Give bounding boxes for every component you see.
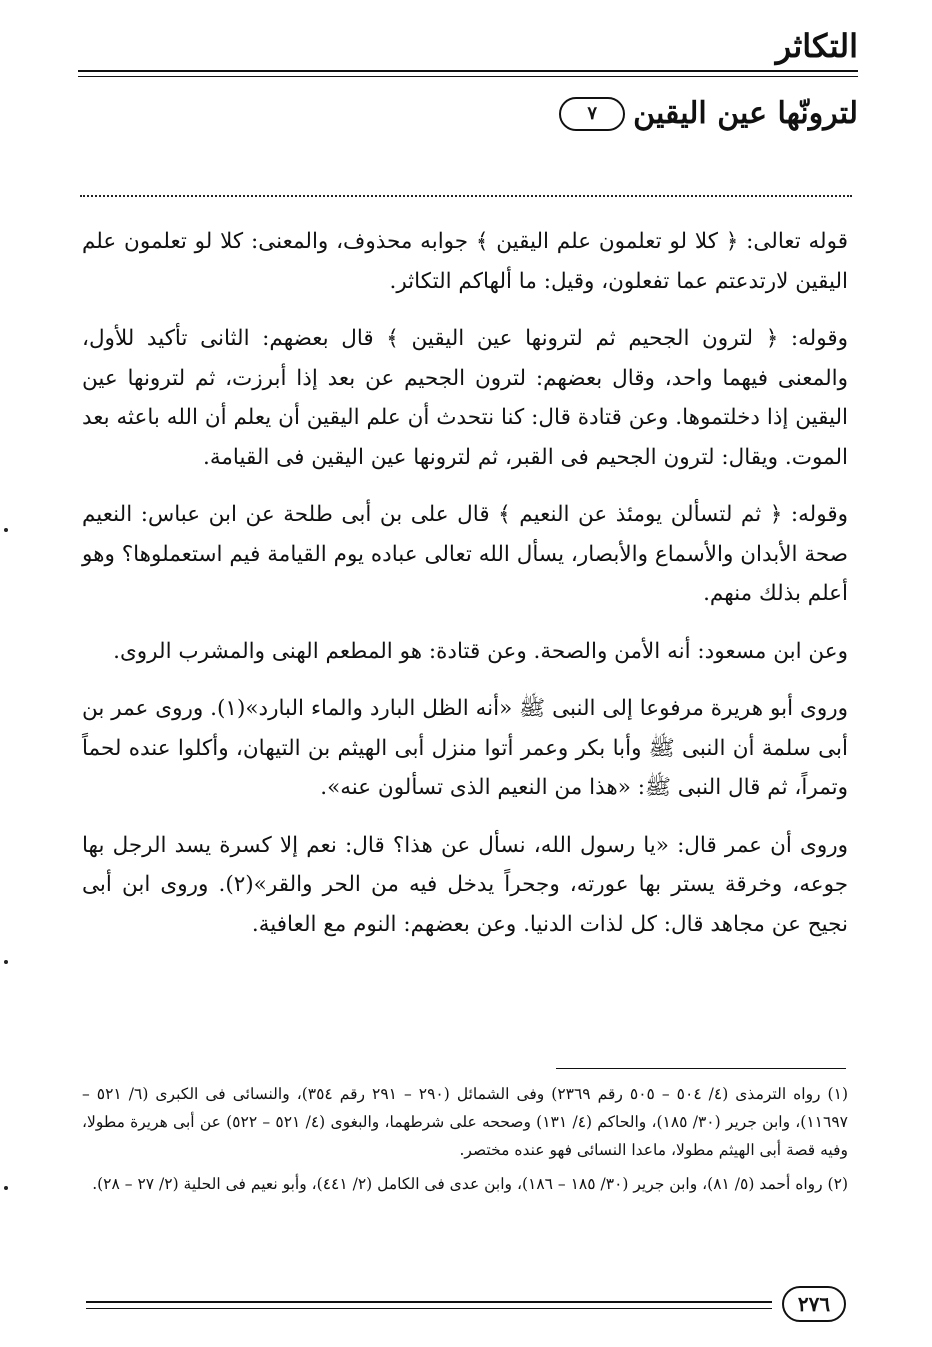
paragraph: وروى أن عمر قال: «يا رسول الله، نسأل عن هذا؟ قال: نعم إلا كسرة يسد الرجل بها جوعه، وخرقة يستر بها عورته، وجحراً يدخل فيه من الحر والقر»(٢). وروى ابن أبى نجيح عن مجاهد قال: كل لذات الدنيا. وعن بعضهم: النوم مع العافية. bbox=[82, 832, 848, 937]
footer-rule-thin bbox=[86, 1308, 772, 1309]
header-rule-thin bbox=[78, 76, 858, 77]
paragraph: قوله تعالى: ﴿ كلا لو تعلمون علم اليقين ﴾ جوابه محذوف، والمعنى: كلا لو تعلمون علم اليقين لارتدعتم عما تفعلون، وقيل: ما ألهاكم التكاثر. bbox=[82, 229, 848, 294]
footnotes bbox=[82, 1080, 848, 1204]
footnote-separator bbox=[556, 1068, 846, 1069]
paragraph: وروى أبو هريرة مرفوعا إلى النبى ﷺ «أنه الظل البارد والماء البارد»(١). وروى عمر بن أبى سلمة أن النبى ﷺ وأبا بكر وعمر أتوا منزل أبى الهيثم بن التيهان، وأكلوا عنده لحماً وتمراً، ثم قال النبى ﷺ: «هذا من النعيم الذى تسألون عنه». bbox=[82, 696, 848, 800]
scan-mark bbox=[4, 528, 8, 532]
paragraph: وقوله: ﴿ ثم لتسألن يومئذ عن النعيم ﴾ قال على بن أبى طلحة عن ابن عباس: النعيم صحة الأبدان والأسماع والأبصار، يسأل الله تعالى عباده يوم القيامة فيم استعملوها؟ وهو أعلم بذلك منهم. bbox=[82, 502, 848, 606]
paragraph: وقوله: ﴿ لترون الجحيم ثم لترونها عين اليقين ﴾ قال بعضهم: الثانى تأكيد للأول، والمعنى فيهما واحد، وقال بعضهم: لترون الجحيم عن بعد إذا أبرزت، ثم لترونها عين اليقين إذا دخلتموها. وعن قتادة قال: كنا نتحدث أن علم اليقين أن يعلم أن الله باعثه بعد الموت. ويقال: لترون الجحيم فى القبر، ثم لترونها عين اليقين فى القيامة. bbox=[82, 326, 848, 470]
footer-rule-thick bbox=[86, 1301, 772, 1303]
verse-text: لترونّها عين اليقين bbox=[633, 96, 858, 131]
verse-heading bbox=[559, 92, 858, 136]
scan-mark bbox=[4, 1186, 8, 1190]
header-rule-thick bbox=[78, 70, 858, 72]
ayah-number: ٧ bbox=[587, 103, 598, 124]
page-number: ٢٧٦ bbox=[797, 1292, 831, 1316]
page-number-badge bbox=[782, 1286, 846, 1322]
dotted-separator bbox=[80, 195, 852, 197]
commentary-body bbox=[82, 222, 848, 962]
ayah-number-badge bbox=[559, 97, 625, 131]
surah-name-header: التكاثر bbox=[775, 27, 858, 65]
footnote: (١) رواه الترمذى (٤/ ٥٠٤ – ٥٠٥ رقم ٢٣٦٩) وفى الشمائل (٢٩٠ – ٢٩١ رقم ٣٥٤)، والنسائى فى الكبرى (٦/ ٥٢١ – ١١٦٩٧)، وابن جرير (٣٠/ ١٨٥)، والحاكم (٤/ ١٣١) وصححه على شرطهما، والبغوى (٤/ ٥٢١ – ٥٢٢) عن أبى هريرة مطولا، وفيه قصة أبى الهيثم مطولا، ماعدا النسائى فهو عنده مختصر. bbox=[82, 1085, 848, 1159]
paragraph: وعن ابن مسعود: أنه الأمن والصحة. وعن قتادة: هو المطعم الهنى والمشرب الروى. bbox=[113, 638, 848, 664]
scan-mark bbox=[4, 960, 8, 964]
footnote: (٢) رواه أحمد (٥/ ٨١)، وابن جرير (٣٠/ ١٨٥ – ١٨٦)، وابن عدى فى الكامل (٢/ ٤٤١)، وأبو نعيم فى الحلية (٢/ ٢٧ – ٢٨). bbox=[92, 1175, 848, 1193]
